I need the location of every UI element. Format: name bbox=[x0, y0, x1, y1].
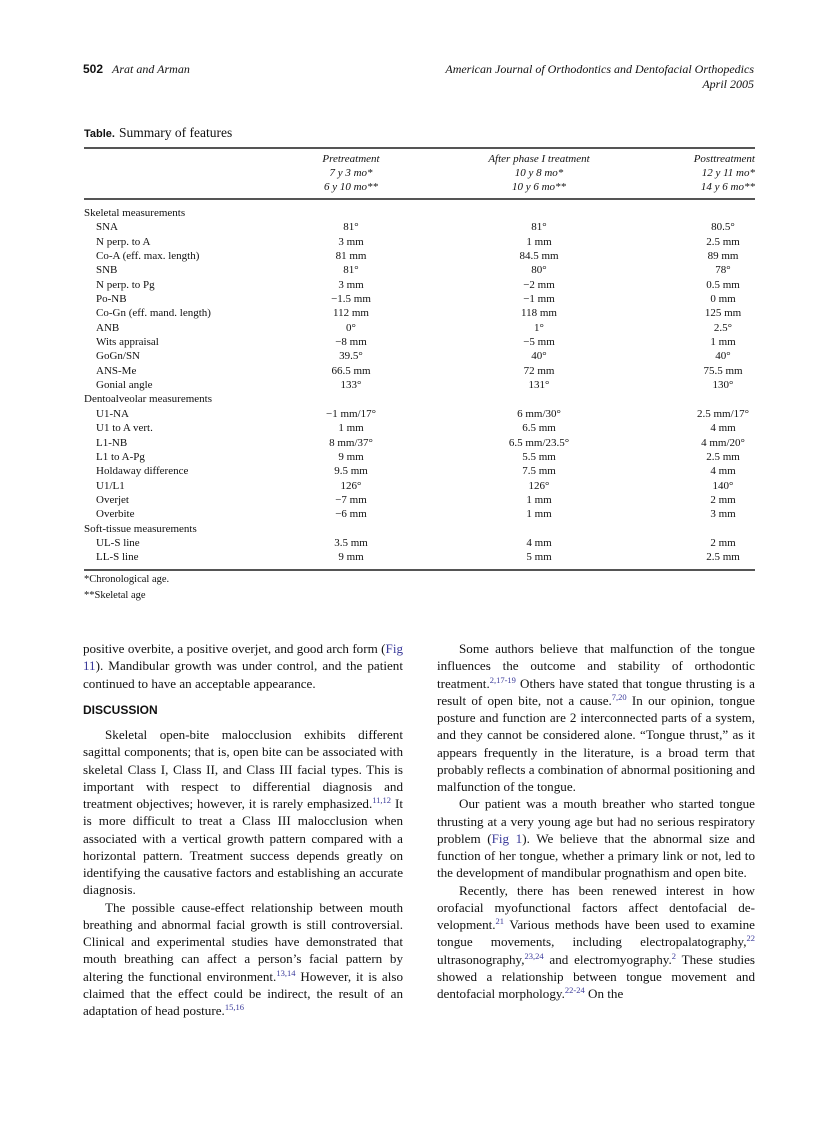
text-run: ). Mandibular growth was under control, and the patient continued to have an acceptable appearance. bbox=[83, 658, 403, 691]
row-label: N perp. to Pg bbox=[96, 278, 155, 291]
skeletal-age: 14 y 6 mo** bbox=[700, 181, 755, 193]
table-cell: 81° bbox=[343, 264, 359, 277]
table-cell: −5 mm bbox=[523, 336, 555, 349]
table-row bbox=[84, 436, 755, 450]
table-row bbox=[84, 220, 755, 234]
table-cell: 81° bbox=[531, 221, 547, 234]
page-number: 502 bbox=[83, 62, 104, 76]
text-run: Others have stated that tongue thrusting is a result of open bite, not a cause. bbox=[437, 675, 755, 708]
table-cell: 5 mm bbox=[526, 551, 552, 564]
table-cell: 125 mm bbox=[704, 307, 742, 320]
column-title: After phase I treatment bbox=[488, 153, 590, 165]
table-cell: 66.5 mm bbox=[331, 364, 371, 377]
citation-link[interactable]: 23,24 bbox=[524, 950, 544, 961]
table-row bbox=[84, 335, 755, 349]
citation-link[interactable]: 11,12 bbox=[372, 795, 392, 805]
table-section-row bbox=[84, 522, 755, 536]
row-label: L1 to A-Pg bbox=[96, 450, 145, 463]
table-cell: 75.5 mm bbox=[703, 364, 743, 377]
table-cell: 4 mm bbox=[710, 422, 736, 435]
table-cell: 6.5 mm/23.5° bbox=[508, 436, 570, 449]
table-cell: 6.5 mm bbox=[522, 422, 556, 435]
running-header-left bbox=[83, 62, 190, 77]
paragraph bbox=[83, 726, 403, 899]
table-cell: 4 mm bbox=[710, 465, 736, 478]
row-label: SNA bbox=[96, 221, 119, 234]
table-cell: 0° bbox=[346, 321, 356, 334]
table-cell: 6 mm/30° bbox=[517, 407, 561, 420]
text-run: However, it is also claimed that the effect could be indirect, the result of an adaptation of head posture. bbox=[83, 968, 403, 1018]
text-run: Our patient was a mouth breather who started tongue thrusting at a very young age but had no serious respiratory problem ( bbox=[437, 796, 755, 846]
table-row bbox=[84, 536, 755, 550]
table-row bbox=[84, 349, 755, 363]
text-run: It is more difficult to treat a Class III malocclusion when associated with a vertical growth pattern compared with a horizontal pattern. Treatment success depends greatly on identifying the causative factors and establishing an accurate diagnosis. bbox=[83, 796, 403, 898]
authors: Arat and Arman bbox=[112, 62, 190, 76]
table-cell: 140° bbox=[712, 479, 734, 492]
table-cell: 131° bbox=[528, 379, 550, 392]
table-cell: 2 mm bbox=[710, 493, 736, 506]
table-cell: 133° bbox=[340, 379, 362, 392]
row-label: UL-S line bbox=[96, 536, 140, 549]
row-label: ANS-Me bbox=[96, 364, 137, 377]
table-caption-label: Table. bbox=[84, 128, 115, 140]
table-cell: −7 mm bbox=[335, 493, 367, 506]
paragraph bbox=[83, 899, 403, 1020]
table-row bbox=[84, 378, 755, 392]
table-cell: 126° bbox=[340, 479, 362, 492]
table-row bbox=[84, 479, 755, 493]
row-label: L1-NB bbox=[96, 436, 128, 449]
table-row bbox=[84, 450, 755, 464]
chronological-age: 7 y 3 mo* bbox=[329, 167, 373, 179]
table-cell: 0 mm bbox=[710, 293, 736, 306]
table-row bbox=[84, 263, 755, 277]
chronological-age: 10 y 8 mo* bbox=[514, 167, 564, 179]
table-cell: 84.5 mm bbox=[519, 250, 559, 263]
table-cell: 1° bbox=[534, 321, 544, 334]
table-row bbox=[84, 321, 755, 335]
table-cell: 1 mm bbox=[526, 508, 552, 521]
citation-link[interactable]: 2 bbox=[671, 950, 677, 961]
row-label: SNB bbox=[96, 264, 118, 277]
column-title: Pretreatment bbox=[322, 153, 380, 165]
table-cell: 8 mm/37° bbox=[329, 436, 373, 449]
row-label: U1 to A vert. bbox=[96, 422, 153, 435]
table-cell: 126° bbox=[528, 479, 550, 492]
table-row bbox=[84, 278, 755, 292]
table-cell: 1 mm bbox=[338, 422, 364, 435]
row-label: LL-S line bbox=[96, 551, 139, 564]
chronological-age: 12 y 11 mo* bbox=[701, 167, 755, 179]
row-label: Gonial angle bbox=[96, 379, 153, 392]
table-cell: 3 mm bbox=[338, 235, 364, 248]
table-cell: 3.5 mm bbox=[334, 536, 368, 549]
row-label: U1/L1 bbox=[96, 479, 125, 492]
table-cell: 7.5 mm bbox=[522, 465, 556, 478]
text-column-left bbox=[83, 640, 403, 1019]
section-heading: DISCUSSION bbox=[83, 702, 158, 717]
table-cell: 81° bbox=[343, 221, 359, 234]
table-header-rule bbox=[84, 198, 755, 200]
paragraph bbox=[83, 640, 403, 692]
text-run: Various methods have been used to examine tongue movements, including electropalatography, bbox=[437, 917, 755, 950]
table-cell: 39.5° bbox=[339, 350, 363, 363]
text-column-right bbox=[437, 640, 755, 1002]
text-run: On the bbox=[584, 986, 624, 1001]
table-row bbox=[84, 493, 755, 507]
table-section-row bbox=[84, 392, 755, 406]
table-cell: 2.5° bbox=[713, 321, 733, 334]
table-row bbox=[84, 507, 755, 521]
table-cell: 3 mm bbox=[338, 278, 364, 291]
row-label: Overbite bbox=[96, 508, 135, 521]
table-cell: 1 mm bbox=[526, 235, 552, 248]
table-cell: 1 mm bbox=[710, 336, 736, 349]
citation-link[interactable]: 22 bbox=[746, 933, 755, 944]
table-cell: 2.5 mm bbox=[706, 235, 740, 248]
table-cell: 80.5° bbox=[711, 221, 735, 234]
table-cell: 3 mm bbox=[710, 508, 736, 521]
table-row bbox=[84, 292, 755, 306]
table-row bbox=[84, 421, 755, 435]
citation-link[interactable]: 21 bbox=[495, 916, 505, 926]
row-label: U1-NA bbox=[96, 407, 129, 420]
running-header-right bbox=[445, 62, 754, 92]
table-row bbox=[84, 364, 755, 378]
table-cell: 9 mm bbox=[338, 450, 364, 463]
table-cell: −1 mm/17° bbox=[325, 407, 377, 420]
column-header-posttreatment bbox=[694, 152, 755, 194]
table-cell: 2.5 mm bbox=[706, 450, 740, 463]
row-label: ANB bbox=[96, 321, 120, 334]
table-cell: 5.5 mm bbox=[522, 450, 556, 463]
row-label: Holdaway difference bbox=[96, 465, 189, 478]
text-run: These studies showed a relationship between tongue movement and dentofacial morphology. bbox=[437, 951, 755, 1001]
table-top-rule bbox=[84, 147, 755, 149]
table-row bbox=[84, 235, 755, 249]
table-cell: 2.5 mm/17° bbox=[696, 407, 750, 420]
table-cell: 0.5 mm bbox=[706, 278, 740, 291]
citation-link[interactable]: 7,20 bbox=[611, 691, 627, 702]
journal-title: American Journal of Orthodontics and Dentofacial Orthopedics bbox=[445, 62, 754, 76]
column-title: Posttreatment bbox=[693, 153, 755, 165]
table-cell: 81 mm bbox=[335, 250, 367, 263]
table-cell: −8 mm bbox=[335, 336, 367, 349]
text-run: The possible cause-effect relationship between mouth breathing and abnormal facial growth is still controversial. Clinical and experimental studies have demonstrated that mouth breathing can affect a person’s facial pattern by altering the functional environment. bbox=[83, 899, 403, 984]
table-cell: 89 mm bbox=[707, 250, 739, 263]
text-run: ultrasonography, bbox=[437, 951, 525, 967]
section-label: Dentoalveolar measurements bbox=[84, 393, 212, 406]
table-cell: 72 mm bbox=[523, 364, 555, 377]
table-cell: 1 mm bbox=[526, 493, 552, 506]
section-label: Soft-tissue measurements bbox=[84, 522, 197, 535]
table-row bbox=[84, 306, 755, 320]
citation-link[interactable]: 15,16 bbox=[224, 1002, 244, 1012]
table-cell: −1.5 mm bbox=[331, 293, 371, 306]
table-cell: 78° bbox=[715, 264, 731, 277]
column-header-pretreatment bbox=[281, 152, 421, 194]
table-cell: 40° bbox=[715, 350, 731, 363]
citation-link[interactable]: 22-24 bbox=[564, 985, 585, 995]
row-label: Co-Gn (eff. mand. length) bbox=[96, 307, 211, 320]
row-label: Co-A (eff. max. length) bbox=[96, 250, 200, 263]
table-cell: −1 mm bbox=[523, 293, 555, 306]
issue-date: April 2005 bbox=[702, 77, 754, 91]
table-cell: 9.5 mm bbox=[334, 465, 368, 478]
column-header-after-phase-1 bbox=[459, 152, 619, 194]
paragraph bbox=[437, 640, 755, 795]
row-label: Overjet bbox=[96, 493, 129, 506]
footnote-skeletal: **Skeletal age bbox=[84, 590, 146, 601]
row-label: N perp. to A bbox=[96, 235, 151, 248]
table-bottom-rule bbox=[84, 569, 755, 571]
table-body bbox=[84, 206, 755, 565]
table-cell: 2.5 mm bbox=[706, 551, 740, 564]
table-cell: 40° bbox=[531, 350, 547, 363]
table-cell: 80° bbox=[531, 264, 547, 277]
citation-link[interactable]: 13,14 bbox=[276, 967, 296, 978]
paragraph bbox=[437, 795, 755, 881]
row-label: GoGn/SN bbox=[96, 350, 141, 363]
table-cell: 112 mm bbox=[333, 307, 369, 320]
skeletal-age: 6 y 10 mo** bbox=[323, 181, 379, 193]
table-cell: 118 mm bbox=[521, 307, 557, 320]
table-cell: −2 mm bbox=[523, 278, 555, 291]
table-row bbox=[84, 249, 755, 263]
table-cell: 2 mm bbox=[710, 536, 736, 549]
figure-link[interactable]: Fig 1 bbox=[491, 830, 523, 846]
table-row bbox=[84, 407, 755, 421]
citation-link[interactable]: 2,17-19 bbox=[489, 674, 516, 685]
table-caption-text: Summary of features bbox=[118, 125, 233, 140]
text-run: Recently, there has been renewed interest in how orofacial myofunctional factors affect dentofacial development. bbox=[437, 882, 755, 932]
table-row bbox=[84, 550, 755, 564]
table-cell: 130° bbox=[712, 379, 734, 392]
row-label: Wits appraisal bbox=[96, 336, 159, 349]
table-cell: 4 mm/20° bbox=[701, 436, 745, 449]
row-label: Po-NB bbox=[96, 293, 127, 306]
text-run: positive overbite, a positive overjet, and good arch form ( bbox=[83, 641, 386, 656]
paragraph bbox=[437, 882, 755, 1003]
figure-link[interactable]: Fig 11 bbox=[83, 641, 403, 674]
text-run: Some authors believe that malfunction of the tongue influences the outcome and stability of orthodontic treatment. bbox=[437, 641, 755, 691]
text-run: Skeletal open-bite malocclusion exhibits different sagittal components; that is, open bite can be associated with skeletal Class I, Class II, and Class III facial types. This is important with respect to differential diagnosis and treatment objectives; however, it is rarely emphasized. bbox=[83, 727, 403, 811]
footnote-chronological: *Chronological age. bbox=[84, 574, 170, 585]
text-run: In our opinion, tongue posture and function are 2 interconnected parts of a system, and they cannot be considered alone. “Tongue thrust,” as it appears frequently in the literature, is a broad term that probably reflects a combination of abnormal positioning and malfunction of the tongue. bbox=[437, 692, 755, 794]
skeletal-age: 10 y 6 mo** bbox=[511, 181, 567, 193]
table-caption bbox=[84, 125, 232, 141]
text-run: ). We believe that the abnormal size and function of her tongue, whether a primary link or not, led to the development of mandibular prognathism and open bite. bbox=[437, 830, 755, 881]
table-row bbox=[84, 464, 755, 478]
table-cell: 9 mm bbox=[338, 551, 364, 564]
text-run: and electromyography. bbox=[543, 951, 672, 967]
table-section-row bbox=[84, 206, 755, 220]
table-cell: 4 mm bbox=[526, 536, 552, 549]
table-cell: −6 mm bbox=[335, 508, 367, 521]
section-label: Skeletal measurements bbox=[84, 207, 186, 219]
